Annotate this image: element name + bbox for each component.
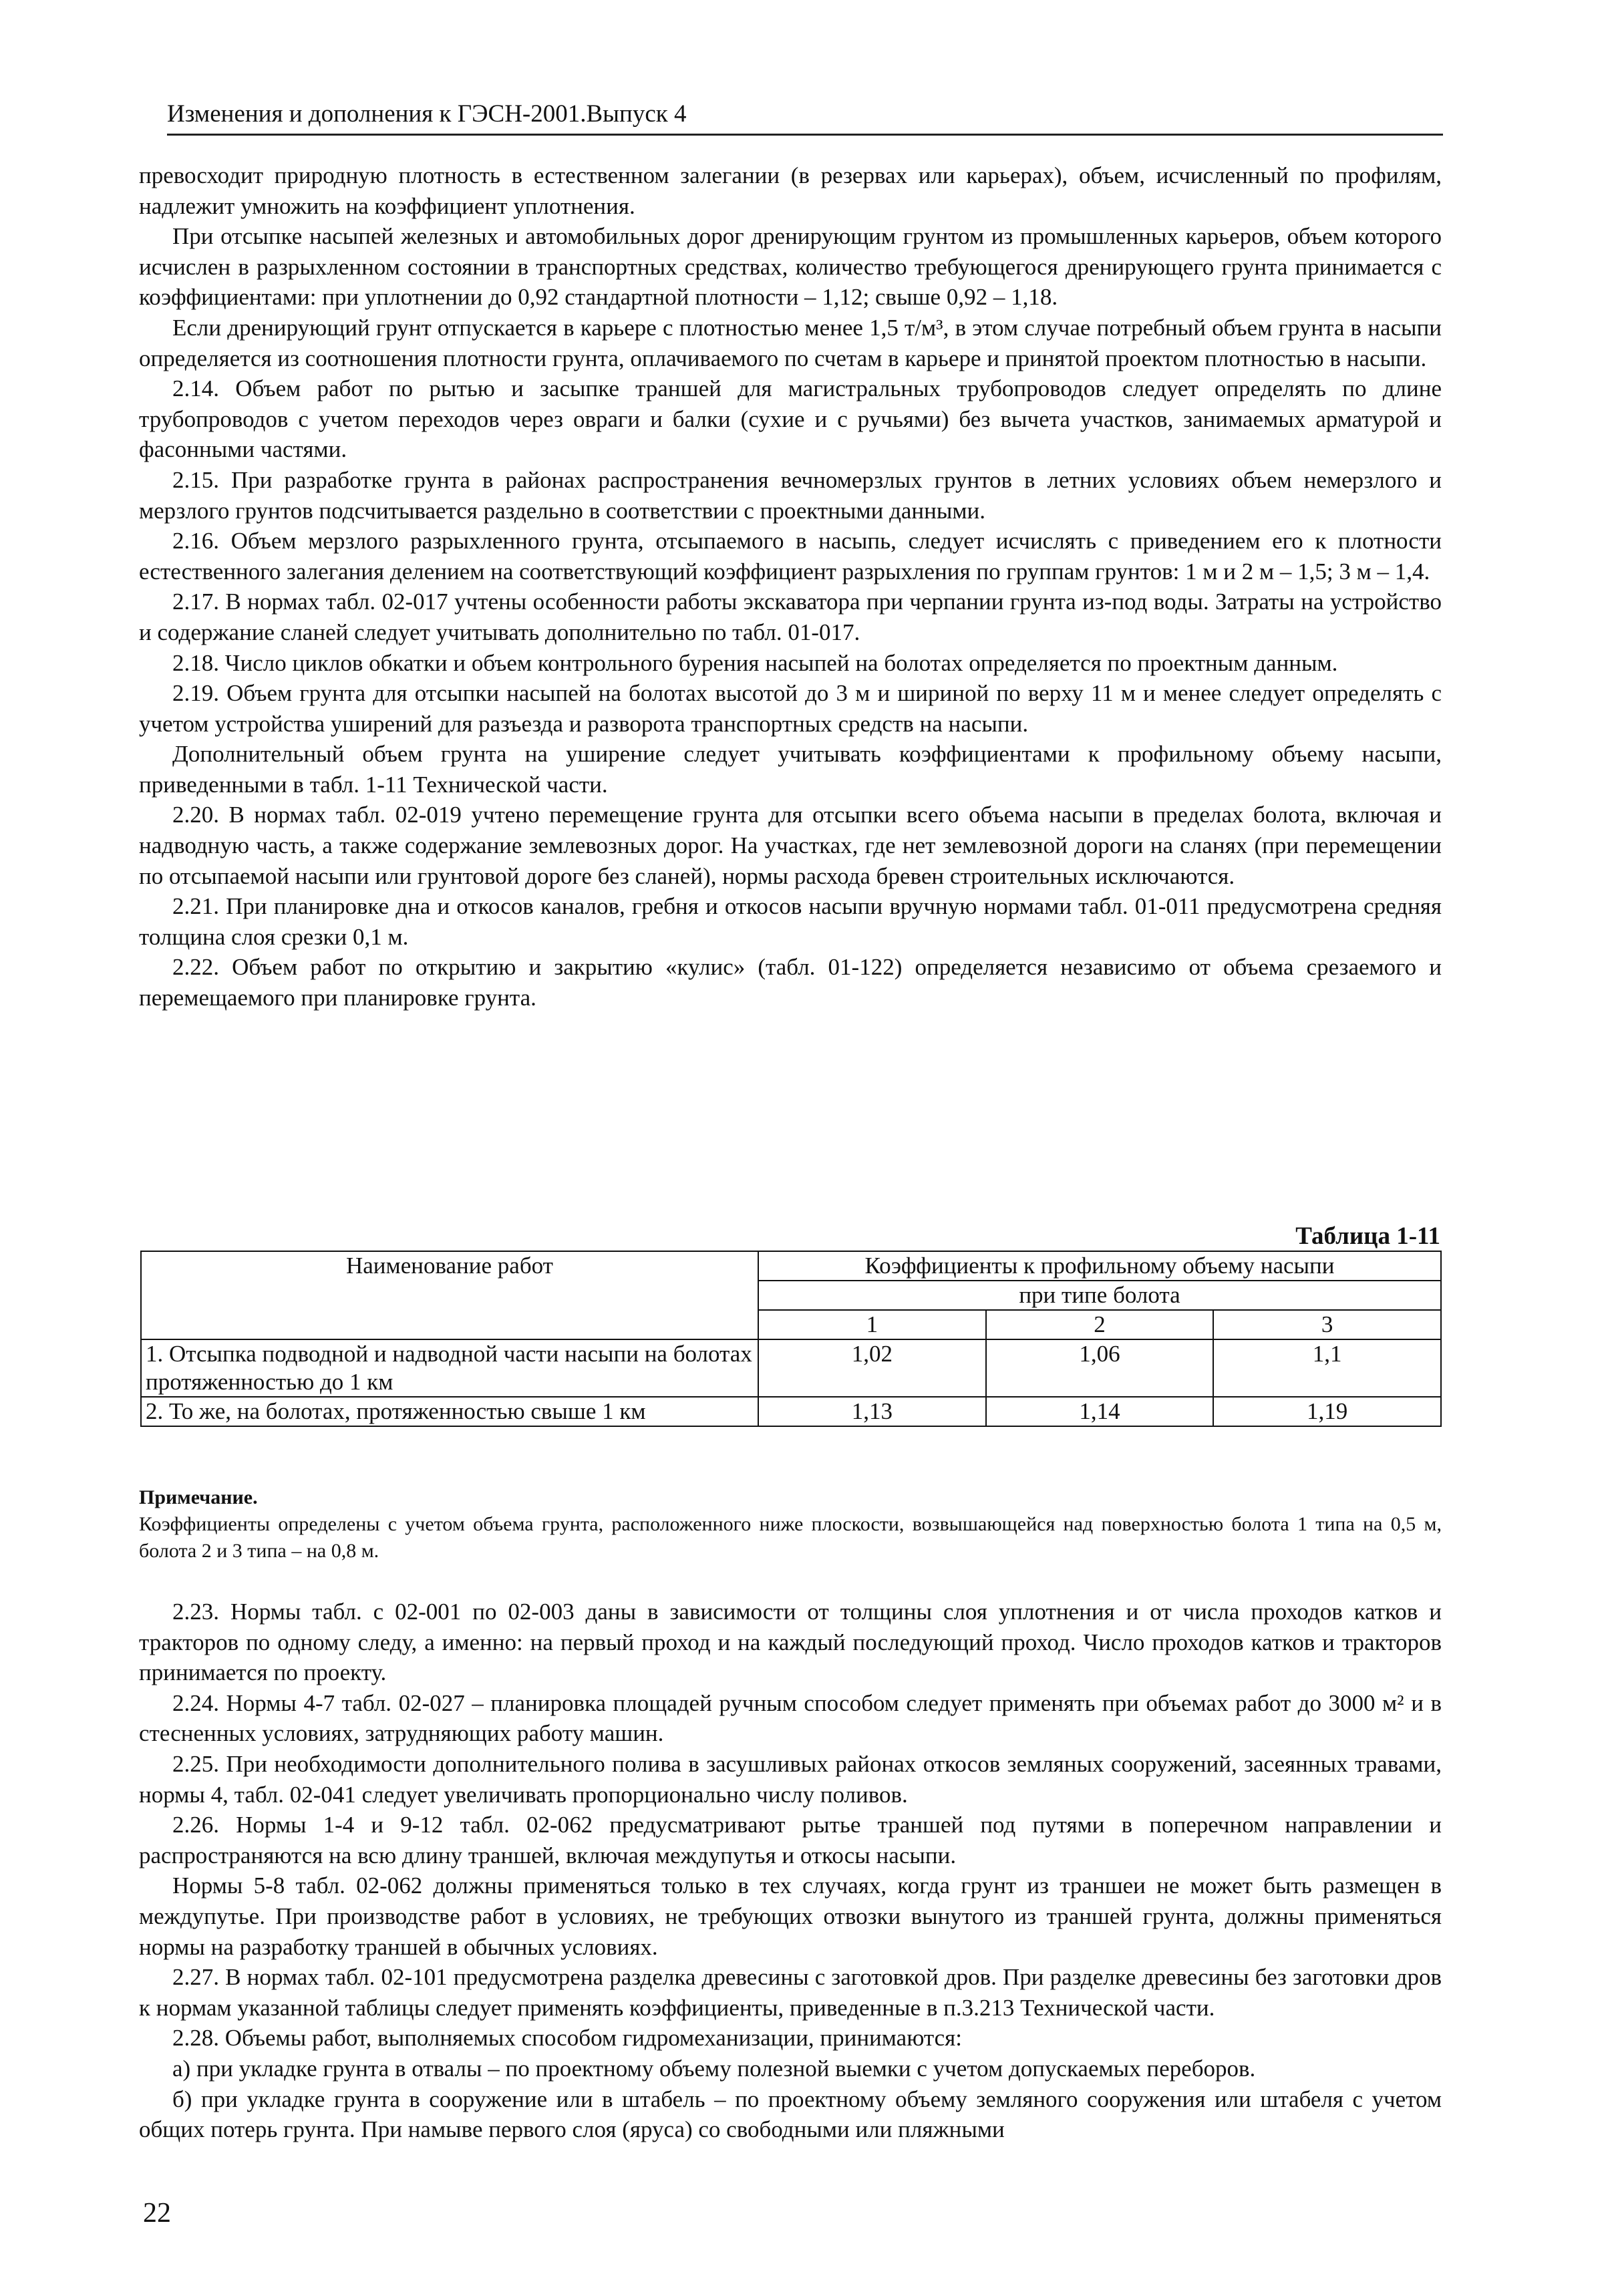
paragraph: Если дренирующий грунт отпускается в карьере с плотностью менее 1,5 т/м³, в этом случае потребный объем грунта в насыпи определяется из соотношения плотности грунта, оплачиваемого по счетам в карьере и принятой проектом плотностью в насыпи. (139, 314, 1442, 371)
paragraph: Нормы 5-8 табл. 02-062 должны применяться только в тех случаях, когда грунт из траншеи не может быть размещен в междупутье. При производстве работ в условиях, не требующих отвозки вынутого из траншей грунта, должны применяться нормы на разработку траншей в обычных условиях. (139, 1872, 1442, 1960)
paragraph: 2.26. Нормы 1-4 и 9-12 табл. 02-062 предусматривают рытье траншей под путями в поперечном направлении и распространяются на всю длину траншей, включая междупутья и откосы насыпи. (139, 1812, 1442, 1868)
coefficients-table (140, 1251, 1442, 1427)
cell-value: 1,13 (758, 1397, 986, 1426)
paragraph: 2.28. Объемы работ, выполняемых способом гидромеханизации, принимаются: (172, 2025, 962, 2052)
paragraph: 2.16. Объем мерзлого разрыхленного грунта, отсыпаемого в насыпь, следует исчислять с приведением его к плотности естественного залегания делением на соответствующий коэффициент разрыхления по группам грунтов: 1 м и 2 м – 1,5; 3 м – 1,4. (139, 528, 1442, 585)
table-row (141, 1339, 1441, 1397)
table-note (139, 1484, 1442, 1565)
cell-value: 1,1 (1213, 1339, 1441, 1397)
cell-value: 1,14 (986, 1397, 1214, 1426)
note-title: Примечание. (139, 1486, 258, 1508)
paragraph: 2.19. Объем грунта для отсыпки насыпей на болотах высотой до 3 м и шириной по верху 11 м и менее следует определять с учетом устройства уширений для разъезда и разворота транспортных средств на насыпи. (139, 680, 1442, 737)
column-header-type-1: 1 (758, 1310, 986, 1339)
page-number: 22 (143, 2198, 171, 2229)
text-block-top (139, 160, 1442, 1013)
paragraph: 2.20. В нормах табл. 02-019 учтено перемещение грунта для отсыпки всего объема насыпи в пределах болота, включая и надводную часть, а также содержание землевозных дорог. На участках, где нет землевозной дороги на сланях (при перемещении по отсыпаемой насыпи или грунтовой дороге без сланей), нормы расхода бревен строительных исключаются. (139, 802, 1442, 889)
paragraph: а) при укладке грунта в отвалы – по проектному объему полезной выемки с учетом допускаемых переборов. (172, 2055, 1256, 2082)
column-header-type-2: 2 (986, 1310, 1214, 1339)
table-header-row (141, 1251, 1441, 1281)
paragraph: 2.17. В нормах табл. 02-017 учтены особенности работы экскаватора при черпании грунта из-под воды. Затраты на устройство и содержание сланей следует учитывать дополнительно по табл. 01-017. (139, 589, 1442, 645)
paragraph: При отсыпке насыпей железных и автомобильных дорог дренирующим грунтом из промышленных карьеров, объем которого исчислен в разрыхленном состоянии в транспортных средствах, количество требующегося дренирующего грунта принимается с коэффициентами: при уплотнении до 0,92 стандартной плотности – 1,12; свыше 0,92 – 1,18. (139, 223, 1442, 311)
paragraph: 2.22. Объем работ по открытию и закрытию «кулис» (табл. 01-122) определяется независимо от объема срезаемого и перемещаемого при планировке грунта. (139, 954, 1442, 1011)
paragraph: 2.27. В нормах табл. 02-101 предусмотрена разделка древесины с заготовкой дров. При разделке древесины без заготовки дров к нормам указанной таблицы следует применять коэффициенты, приведенные в п.3.213 Технической части. (139, 1964, 1442, 2021)
table-caption: Таблица 1-11 (1295, 1222, 1440, 1250)
paragraph: 2.21. При планировке дна и откосов каналов, гребня и откосов насыпи вручную нормами табл. 01-011 предусмотрена средняя толщина слоя срезки 0,1 м. (139, 893, 1442, 950)
text-block-bottom (139, 1597, 1442, 2145)
column-header-swamp-type: при типе болота (758, 1281, 1441, 1310)
page-header: Изменения и дополнения к ГЭСН-2001.Выпуск 4 (167, 99, 1443, 136)
column-header-coefficients: Коэффициенты к профильному объему насыпи (758, 1251, 1441, 1281)
paragraph: б) при укладке грунта в сооружение или в штабель – по проектному объему земляного сооружения или штабеля с учетом общих потерь грунта. При намыве первого слоя (яруса) со свободными или пляжными (139, 2086, 1442, 2143)
row-name: 1. Отсыпка подводной и надводной части насыпи на болотах протяженностью до 1 км (141, 1339, 758, 1397)
paragraph: 2.23. Нормы табл. с 02-001 по 02-003 даны в зависимости от толщины слоя уплотнения и от числа проходов катков и тракторов по одному следу, а именно: на первый проход и на каждый последующий проход. Число проходов катков и тракторов принимается по проекту. (139, 1599, 1442, 1686)
row-name: 2. То же, на болотах, протяженностью свыше 1 км (141, 1397, 758, 1426)
note-text: Коэффициенты определены с учетом объема грунта, расположенного ниже плоскости, возвышающейся над поверхностью болота 1 типа на 0,5 м, болота 2 и 3 типа – на 0,8 м. (139, 1513, 1442, 1562)
paragraph: 2.24. Нормы 4-7 табл. 02-027 – планировка площадей ручным способом следует применять при объемах работ до 3000 м² и в стесненных условиях, затрудняющих работу машин. (139, 1689, 1442, 1747)
paragraph: Дополнительный объем грунта на уширение следует учитывать коэффициентами к профильному объему насыпи, приведенными в табл. 1-11 Технической части. (139, 741, 1442, 798)
paragraph: 2.14. Объем работ по рытью и засыпке траншей для магистральных трубопроводов следует определять по длине трубопроводов с учетом переходов через овраги и балки (сухие и с ручьями) без вычета участков, занимаемых арматурой и фасонными частями. (139, 375, 1442, 463)
cell-value: 1,02 (758, 1339, 986, 1397)
column-header-name: Наименование работ (141, 1251, 758, 1339)
table-row (141, 1397, 1441, 1426)
cell-value: 1,19 (1213, 1397, 1441, 1426)
paragraph: 2.25. При необходимости дополнительного полива в засушливых районах откосов земляных сооружений, засеянных травами, нормы 4, табл. 02-041 следует увеличивать пропорционально числу поливов. (139, 1750, 1442, 1808)
paragraph: превосходит природную плотность в естественном залегании (в резервах или карьерах), объем, исчисленный по профилям, надлежит умножить на коэффициент уплотнения. (139, 162, 1442, 219)
paragraph: 2.15. При разработке грунта в районах распространения вечномерзлых грунтов в летних условиях объем немерзлого и мерзлого грунтов подсчитывается раздельно в соответствии с проектными данными. (139, 466, 1442, 524)
cell-value: 1,06 (986, 1339, 1214, 1397)
column-header-type-3: 3 (1213, 1310, 1441, 1339)
paragraph: 2.18. Число циклов обкатки и объем контрольного бурения насыпей на болотах определяется по проектным данным. (172, 649, 1338, 676)
